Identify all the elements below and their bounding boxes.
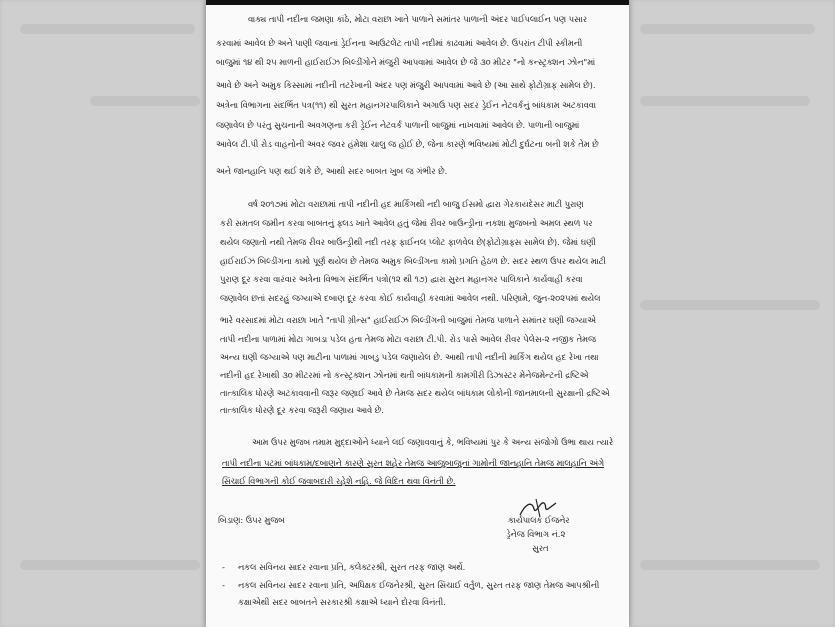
signature-office: ડ્રેનેજ વિભાગ નં.૨ [506,529,566,539]
paragraph-2-line: ભારે વરસાદમાં મોટા વરાછા ખાતે "તાપી ગ્રીન્સ" હાઈરાઈઝ બિલ્ડીંગની બાજુમાં તેમજ પાળાને સમાંતર ઘણી જગ્યાએ [220,315,596,325]
paragraph-1-line: આવે છે અને અમુક કિસ્સામાં નદીની તટરેખાની અંદર પણ મંજુરી આપવામાં આવે છે (આ સાથે ફોટોગ્રાફ સામેલ છે). [216,80,596,90]
paragraph-3-line-underlined: તાપી નદીના પટમાં બાંધકામ/દબાણને કારણે સુરત શહેર તેમજ આજુબાજુનાં ગામોની જાનહાનિ તેમજ માલહાનિ અંગે [222,458,605,468]
copy-recipient-2: નકલ સવિનય સાદર રવાના પ્રતિ, અધિક્ષક ઈજનેરશ્રી, સુરત સિંચાઈ વર્તુળ, સુરત તરફ જાણ તેમજ આપશ્રીની [238,580,600,590]
paragraph-1-line: આવેલ ટી.પી રોડ વાહનોની અવર જવર હંમેશા ચાલુ જ હોઈ છે, જેના કારણે ભવિષ્યમાં મોટી દુર્ઘટના બની શકે તેમ છે [216,139,599,149]
document-page [206,0,629,627]
background-blur-line [20,24,195,34]
copy-recipient-1: નકલ સવિનય સાદર રવાના પ્રતિ, કલેક્ટરશ્રી, સુરત તરફ જાણ અર્થે. [238,562,466,572]
paragraph-3-line: આમ ઉપર મુજબ તમામ મુદ્દાઓને ધ્યાને લઈ જણાવવાનું કે, ભવિષ્યમાં પુર કે અન્ય સંજોગો ઉભા થાય ત્યારે [252,437,614,447]
paragraph-1-line: અને જાનહાનિ પણ થઈ શકે છે, આથી સદર બાબત ખુબ જ ગંભીર છે. [216,166,448,176]
background-blur-line [90,96,200,106]
copy-bullet: - [222,562,225,572]
background-blur-line [640,96,810,106]
paragraph-2-line: થયેલ જણાતો નથી તેમજ રીવર બાઉન્ડ્રીથી નદી તરફ ફાઈનલ પ્લોટ ફાળવેલ છે(ફોટોગ્રાફ્સ સામેલ છે). જેમાં ઘણી [220,237,596,247]
background-right [629,0,835,627]
background-blur-line [640,560,820,570]
copy-bullet: - [222,580,225,590]
paragraph-1-line: વાક્ય તાપી નદીના જમણા કાંઠે, મોટા વરાછા ખાતે પાળાને સમાંતર પાળાની અંદર પાઈપલાઈન પણ પસાર [248,14,588,24]
paragraph-1-line: અત્રેના વિભાગના સંદર્ભિત પત્ર(૧૧) થી સુરત મહાનગરપાલિકાને અગાઉ પણ સદર ડ્રેઈન નેટવર્કનું બાંધકામ અટકાવવા [216,100,597,110]
paragraph-2-line: અન્ય ઘણી જગ્યાએ પણ માટીના પાળામાં ગાબડુ પડેલ જણાયેલ છે. આથી તાપી નદીની માર્કિંગ થયેલ હદ રેખા તથા [220,352,599,362]
paragraph-2-line: પુરાણ દૂર કરવા વારંવાર અત્રેના વિભાગ સંદર્ભિત પત્રો(૧૨ થી ૧૭) દ્વારા સુરત મહાનગર પાલિકાને કાર્યવાહી કરવા [220,274,583,284]
paragraph-2-line: નદીની હદ રેખાથી ૩૦ મીટરમાં નો કન્સ્ટ્રક્શન ઝોનમાં થતી બાંધકામની કામગીરી ડિઝાસ્ટર મેનેજમેન્ટની દ્રષ્ટિએ [220,370,589,380]
paragraph-1-line: જણાવેલ છે પરંતુ સુચનાની અવગણના કરી ડ્રેઈન નેટવર્ક પાળાની બાજુમાં નાખવામાં આવેલ છે. પાળાની બાજુમાં [216,120,580,130]
signature-designation: કાર્યપાલક ઈજનેર [508,515,570,525]
document-top-edge [206,0,629,5]
background-blur-line [640,300,820,310]
copy-recipient-2-continued: કક્ષાએથી સદર બાબતને સરકારશ્રી કક્ષાએ ધ્યાને દોરવા વિનંતી. [238,597,446,607]
enclosure-note: બિડાણ: ઉપર મુજબ [218,515,285,525]
background-blur-line [640,24,815,34]
paragraph-1-line: કરવામાં આવેલ છે અને પાણી જવાનાં ડ્રેઈનના આઉટલેટ તાપી નદીમાં કાઢવામાં આવેલ છે. ઉપરાંત ટીપી સ્કીમની [216,38,583,48]
paragraph-2-line: હાઈરાઈઝ બિલ્ડીંગના કામો પૂર્ણ થયેલ છે તેમજ અમુક બિલ્ડીંગના કામો પ્રગતિ હેઠળ છે. સદર સ્થળ ઉપર થયેલ માટી [220,256,606,266]
signature-city: સુરત [532,543,549,553]
paragraph-3-line-underlined: સિંચાઈ વિભાગની કોઈ જવાબદારી રહેશે નહિ. જે વિદિત થવા વિનંતી છે. [222,476,456,486]
paragraph-2-line: તાત્કાલિક ધોરણે અટકાવવાની જરૂર જણાઈ આવે છે તેમજ સદર થયેલ બાંધકામ લોકોની જાનમાલની સુરક્ષાની દ્રષ્ટિએ [220,388,610,398]
background-blur-line [20,560,200,570]
paragraph-2-line: કરી સમતલ જમીન કરવા બાબતનું ફ્લડ ખાતે આવેલ હતું જેમાં રીવર બાઉન્ડ્રીના નકશા મુજબનો અમલ સ્થળ પર [220,218,593,228]
paragraph-1-line: બાજુમાં ૧૪ થી ૨૫ માળની હાઈરાઈઝ બિલ્ડીંગોને મંજુરી આપવામાં આવેલ છે જે ૩૦ મીટર "નો કન્સ્ટ્રક્શન ઝોન"માં [216,57,596,67]
paragraph-2-line: તાપી નદીના પાળામાં મોટા ગાબડા પડેલ હતા તેમજ મોટા વરાછા ટી.પી. રોડ પાસે આવેલ રીવર પેલેસ-૨ નજીક તેમજ [220,334,596,344]
paragraph-2-line: તાત્કાલિક ધોરણે દૂર કરવા જરૂરી જણાય આવે છે. [220,405,384,415]
paragraph-2-line: વર્ષ ૨૦૧૭માં મોટા વરાછામાં તાપી નદીની હદ માર્કિંગથી નદી બાજુ ઈસમો દ્વારા ગેરકાયદેસર માટી પુરાણ [248,199,584,209]
background-left [0,0,205,627]
paragraph-2-line: જણાવેલ છતાં સદરહું જગ્યાએ દબાણ દૂર કરવા કોઈ કાર્યવાહી કરવામાં આવેલ નથી. પરિણામે, જુન-૨૦૨૫માં થયેલ [220,293,601,303]
